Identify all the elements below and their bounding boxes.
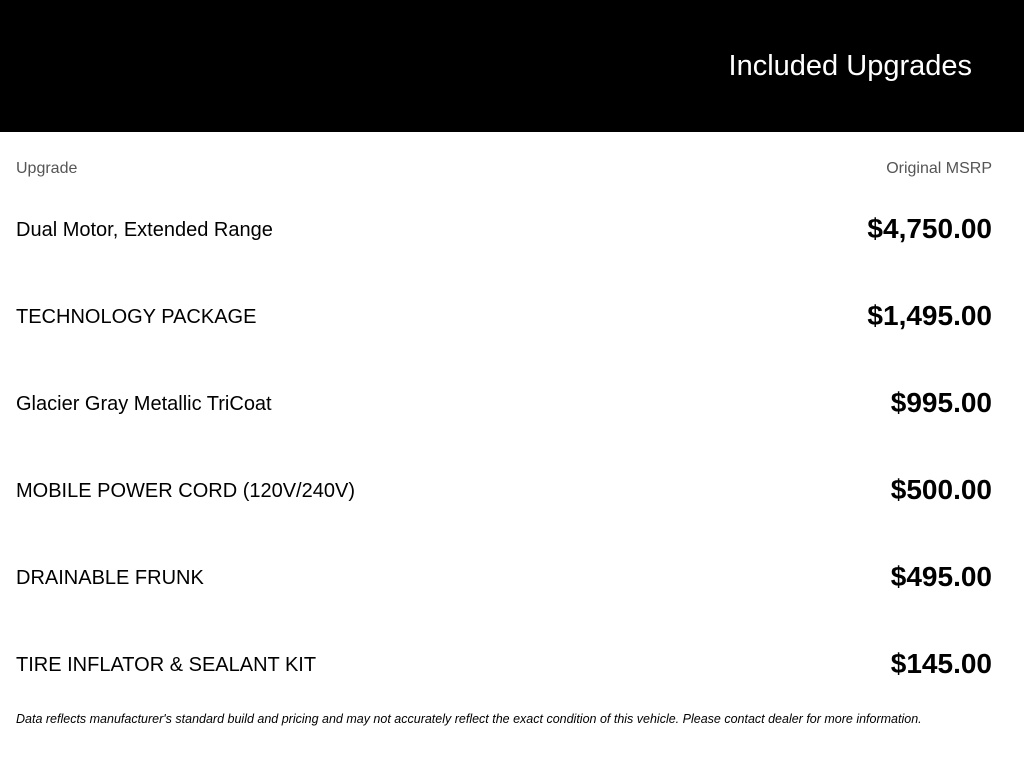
list-item [16, 202, 992, 289]
column-header-upgrade: Upgrade [16, 160, 78, 177]
upgrade-name: TECHNOLOGY PACKAGE [16, 306, 257, 328]
list-item [16, 376, 992, 463]
upgrade-name: Glacier Gray Metallic TriCoat [16, 393, 272, 415]
upgrade-price: $500.00 [890, 474, 992, 505]
list-item [16, 289, 992, 376]
list-item [16, 637, 992, 724]
list-item [16, 463, 992, 550]
column-headers [16, 160, 992, 180]
upgrade-price: $1,495.00 [867, 300, 992, 331]
disclaimer-text: Data reflects manufacturer's standard build and pricing and may not accurately reflect the exact condition of this vehicle. Please contact dealer for more information. [16, 712, 922, 726]
column-header-msrp: Original MSRP [886, 160, 992, 177]
upgrade-name: TIRE INFLATOR & SEALANT KIT [16, 654, 317, 676]
list-item [16, 550, 992, 637]
upgrade-name: MOBILE POWER CORD (120V/240V) [16, 480, 355, 502]
page-title: Included Upgrades [728, 50, 972, 82]
upgrade-name: Dual Motor, Extended Range [16, 219, 273, 241]
upgrade-name: DRAINABLE FRUNK [16, 567, 204, 589]
upgrade-price: $495.00 [890, 561, 992, 592]
upgrade-price: $4,750.00 [867, 213, 992, 244]
upgrade-price: $995.00 [890, 387, 992, 418]
upgrade-price: $145.00 [890, 648, 992, 679]
header-banner [0, 0, 1024, 132]
upgrades-list [16, 202, 992, 724]
